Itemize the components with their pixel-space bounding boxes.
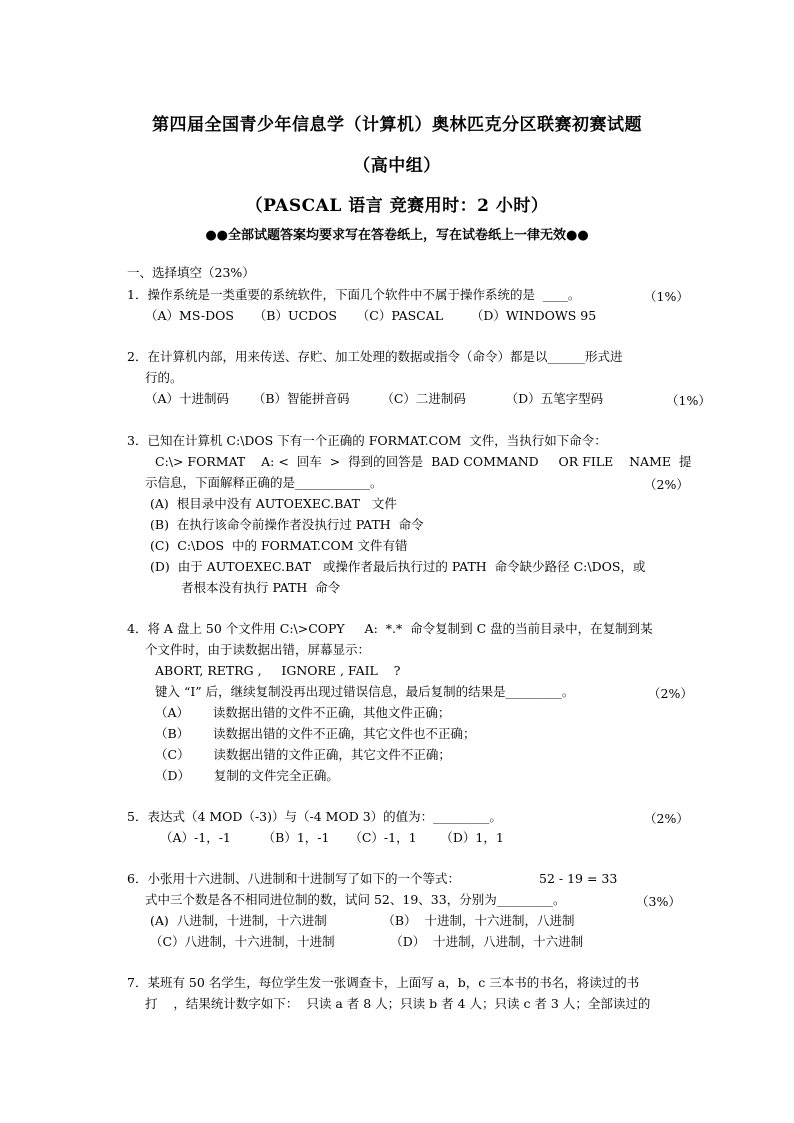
q5-options: （A）-1，-1 （B）1，-1 （C）-1，1 （D）1，1 <box>160 830 504 845</box>
q7-line1: 7．某班有 50 名学生，每位学生发一张调查卡，上面写 a，b，c 三本书的书名，将读过的书 <box>127 975 640 990</box>
q4-line2: 个文件时，由于读数据出错，屏幕显示： <box>145 642 371 657</box>
q4-option-b: （B） 读数据出错的文件不正确，其它文件也不正确； <box>155 726 476 741</box>
q4-score: （2%） <box>648 686 693 701</box>
q3-option-b: (B) 在执行该命令前操作者没执行过 PATH 命令 <box>150 517 424 532</box>
q4-line1: 4．将 A 盘上 50 个文件用 C:\>COPY A: *.* 命令复制到 C 盘的当前目录中，在复制到某 <box>127 621 653 636</box>
q6-equation: 52 - 19 = 33 <box>539 871 618 886</box>
notice-line: ●●全部试题答案均要求写在答卷纸上，写在试卷纸上一律无效●● <box>205 228 589 243</box>
q3-line1: 3．已知在计算机 C:\DOS 下有一个正确的 FORMAT.COM 文件，当执行如下命令： <box>127 433 607 448</box>
q4-line3: ABORT, RETRG , IGNORE , FAIL ? <box>155 663 401 678</box>
q3-line3: 示信息，下面解释正确的是____________。 <box>145 475 383 490</box>
q3-option-d-line1: (D) 由于 AUTOEXEC.BAT 或操作者最后执行过的 PATH 命令缺少路径 C:\DOS，或 <box>150 559 646 574</box>
q4-option-c: （C） 读数据出错的文件正确，其它文件不正确； <box>155 747 451 762</box>
q7-line2: 打 ，结果统计数字如下： 只读 a 者 8 人；只读 b 者 4 人；只读 c 者 3 人；全部读过的 <box>145 996 651 1011</box>
q2-line2: 行的。 <box>145 370 183 385</box>
q4-option-d: （D） 复制的文件完全正确。 <box>155 768 339 783</box>
q1-score: （1%） <box>644 289 689 304</box>
q4-line4: 键入 “I” 后，继续复制没再出现过错误信息，最后复制的结果是_________。 <box>155 684 575 699</box>
q6-options-ab: (A) 八进制，十进制，十六进制 （B） 十进制，十六进制，八进制 <box>150 913 575 928</box>
q2-line1: 2．在计算机内部，用来传送、存贮、加工处理的数据或指令（命令）都是以______形式进 <box>127 349 623 364</box>
q6-score: （3%） <box>636 894 681 909</box>
q3-option-a: (A) 根目录中没有 AUTOEXEC.BAT 文件 <box>150 496 397 511</box>
q3-option-d-line2: 者根本没有执行 PATH 命令 <box>181 580 341 595</box>
q3-option-c: (C) C:\DOS 中的 FORMAT.COM 文件有错 <box>150 538 408 553</box>
q1-options: （A）MS-DOS （B）UCDOS （C）PASCAL （D）WINDOWS 95 <box>145 308 597 323</box>
q6-line1: 6．小张用十六进制、八进制和十进制写了如下的一个等式： <box>127 871 460 886</box>
q2-options: （A）十进制码 （B）智能拼音码 （C）二进制码 （D）五笔字型码 <box>145 391 604 406</box>
q6-options-cd: （C）八进制，十六进制，十进制 （D） 十进制，八进制，十六进制 <box>150 934 584 949</box>
q2-score: （1%） <box>666 393 711 408</box>
q3-line2: C:\> FORMAT A: < 回车 > 得到的回答是 BAD COMMAND OR FILE NAME 提 <box>155 454 692 469</box>
exam-title: 第四届全国青少年信息学（计算机）奥林匹克分区联赛初赛试题 <box>152 115 642 135</box>
q6-line2: 式中三个数是各不相同进位制的数，试问 52、19、33，分别为_________。 <box>145 892 566 907</box>
q1-text: 1．操作系统是一类重要的系统软件，下面几个软件中不属于操作系统的是 ____。 <box>127 287 581 302</box>
q4-option-a: （A） 读数据出错的文件不正确，其他文件正确； <box>155 705 451 720</box>
q3-score: （2%） <box>644 477 689 492</box>
language-line: （PASCAL 语言 竞赛用时：2 小时） <box>245 196 549 216</box>
q5-score: （2%） <box>644 811 689 826</box>
exam-subtitle: （高中组） <box>353 156 441 176</box>
q5-line1: 5．表达式（4 MOD（-3)）与（-4 MOD 3）的值为：_________。 <box>127 809 502 824</box>
section-heading: 一、选择填空（23%） <box>127 265 255 280</box>
